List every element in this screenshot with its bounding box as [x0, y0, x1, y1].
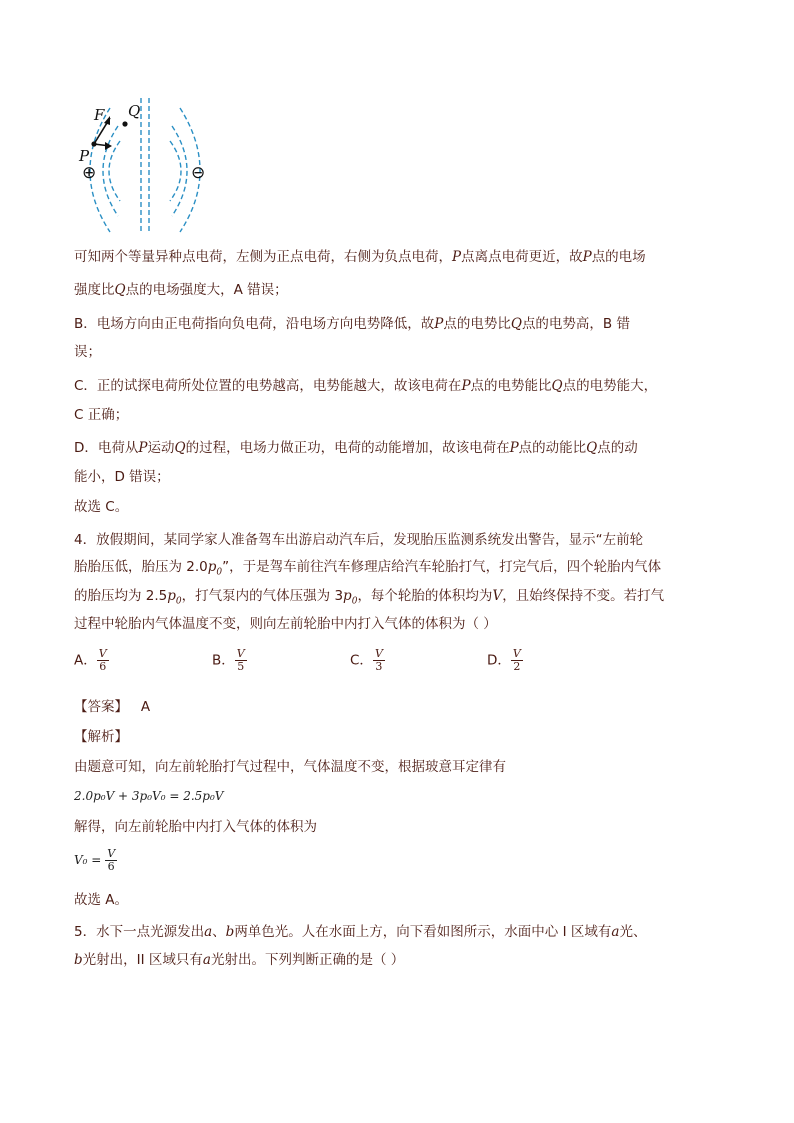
q3-line1: 可知两个等量异种点电荷，左侧为正点电荷，右侧为负点电荷，P点离点电荷更近，故P点的电场: [74, 249, 646, 265]
q3-option-c-cont: C 正确；: [74, 407, 129, 423]
option-b-fraction: $\frac{V}{5}$: [236, 647, 245, 673]
field-line-right-middle: [172, 126, 187, 216]
field-line-left-inner: [109, 141, 120, 201]
electric-field-figure: [70, 96, 220, 236]
q3-option-b-cont: 误；: [74, 344, 101, 360]
result-fraction: $\frac{V}{6}$: [107, 847, 116, 873]
option-c-fraction: $\frac{V}{3}$: [374, 647, 383, 673]
q3-option-b: B．电场方向由正电荷指向负电荷，沿电场方向电势降低，故P点的电势比Q点的电势高，B 错: [74, 316, 630, 332]
point-q-dot: [122, 121, 127, 126]
q4-option-d[interactable]: D． $\frac{V}{2}$: [487, 647, 521, 673]
q3-conclusion: 故选 C。: [74, 499, 129, 515]
q3-option-d: D．电荷从P运动Q的过程，电场力做正功，电荷的动能增加，故该电荷在P点的动能比Q点的动: [74, 440, 638, 456]
q4-stem-line1: 4．放假期间，某同学家人准备驾车出游启动汽车后，发现胎压监测系统发出警告，显示“左前轮: [74, 532, 644, 548]
q3-option-d-cont: 能小，D 错误；: [74, 469, 170, 485]
q3-line2: 强度比Q点的电场强度大，A 错误；: [74, 282, 288, 298]
option-a-fraction: $\frac{V}{6}$: [98, 647, 107, 673]
q4-option-b[interactable]: B． $\frac{V}{5}$: [212, 647, 245, 673]
negative-charge: ⊖: [191, 163, 206, 183]
label-f: F: [94, 106, 105, 124]
point-p-dot: [91, 141, 96, 146]
q4-analysis-tag: 【解析】: [74, 729, 128, 745]
option-d-fraction: $\frac{V}{2}$: [512, 647, 521, 673]
label-p: P: [79, 147, 90, 165]
q4-equation: 2.0p₀V + 3p₀V₀ = 2.5p₀V: [74, 789, 224, 803]
q4-stem-line4: 过程中轮胎内气体温度不变，则向左前轮胎中内打入气体的体积为（ ）: [74, 616, 497, 632]
field-line-left-middle: [103, 126, 118, 216]
q4-option-c[interactable]: C． $\frac{V}{3}$: [350, 647, 383, 673]
q4-option-a[interactable]: A． $\frac{V}{6}$: [74, 647, 107, 673]
q4-answer: 【答案】 A: [74, 699, 151, 715]
positive-charge: ⊕: [82, 163, 97, 183]
q4-result: V₀ = $\frac{V}{6}$: [74, 847, 116, 873]
q3-option-c: C．正的试探电荷所处位置的电势越高，电势能越大，故该电荷在P点的电势能比Q点的电势能大，: [74, 378, 658, 394]
q5-stem-line2: b光射出，II 区域只有a光射出。下列判断正确的是（ ）: [74, 952, 405, 968]
field-line-right-inner: [170, 141, 181, 201]
q4-stem-line2: 胎胎压低，胎压为 $2.0p_0$”，于是驾车前往汽车修理店给汽车轮胎打气，打完气后，四个轮胎内气体: [74, 559, 662, 578]
q4-solve-text: 解得，向左前轮胎中内打入气体的体积为: [74, 819, 317, 835]
q4-stem-line3: 的胎压均为 $2.5p_0$，打气泵内的气体压强为 $3p_0$，每个轮胎的体积均为V，且始终保持不变。若打气: [74, 588, 665, 607]
q5-stem-line1: 5．水下一点光源发出a、b两单色光。人在水面上方，向下看如图所示，水面中心 I 区域有a光、: [74, 924, 647, 940]
label-q: Q: [128, 102, 141, 120]
q4-conclusion: 故选 A。: [74, 892, 129, 908]
q4-analysis-line1: 由题意可知，向左前轮胎打气过程中，气体温度不变，根据玻意耳定律有: [74, 759, 506, 775]
